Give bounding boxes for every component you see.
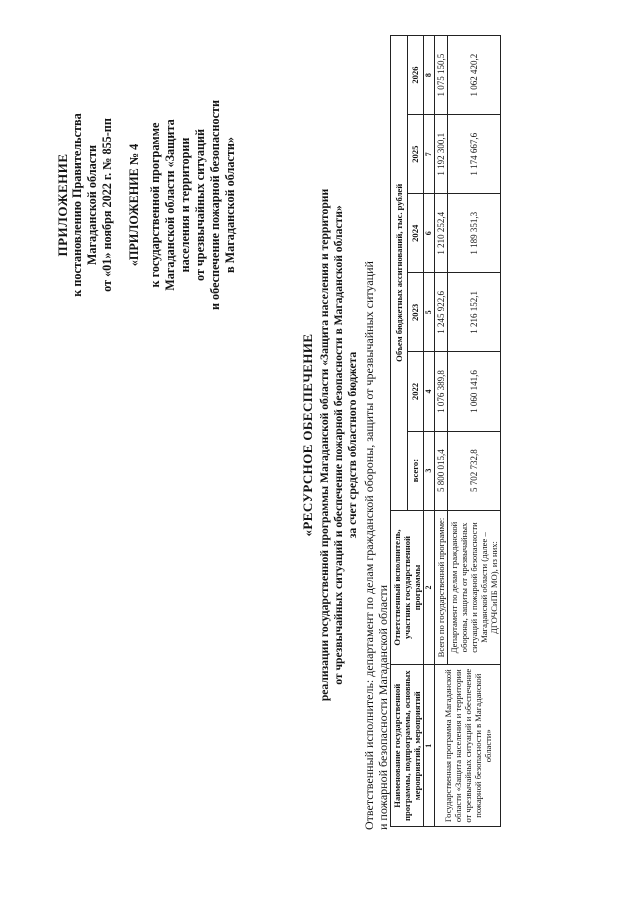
executor-cell: Всего по государственной программе: [435,510,448,665]
document-subtitle [318,5,360,885]
responsible-line: Ответственный исполнитель: департамент по делам гражданской обороны, защиты от чрезвычайных ситуаций [362,261,376,830]
executor-cell: Департамент по делам гражданской обороны, защиты от чрезвычайных ситуаций и пожарной безопасности Магаданской области (далее – ДГОЧСиПБ МО), из них: [448,510,501,665]
column-number: 5 [424,273,435,352]
value-cell: 1 189 351,3 [448,194,501,273]
program-line: в Магаданской области» [223,137,237,273]
value-cell: 1 216 152,1 [448,273,501,352]
program-line: от чрезвычайных ситуаций [193,128,207,282]
program-line: и обеспечение пожарной безопасности [208,100,222,311]
program-line: населения и территории [178,137,192,273]
value-cell: 1 210 252,4 [435,194,448,273]
column-number: 3 [424,431,435,510]
appendix-title: ПРИЛОЖЕНИЕ [55,153,70,257]
budget-header: Объем бюджетных ассигнований, тыс. рублей [391,36,408,511]
value-cell: 1 076 389,8 [435,352,448,431]
total-cell: 5 702 732,8 [448,431,501,510]
decree-line: к постановлению Правительства [70,113,84,297]
column-number: 2 [424,510,435,665]
value-cell: 1 245 922,6 [435,273,448,352]
value-cell: 1 075 150,5 [435,36,448,115]
responsible-line: и пожарной безопасности Магаданской области [376,584,390,830]
col-total-header: всего: [407,431,424,510]
column-number-row [424,36,435,827]
value-cell: 1 174 667,6 [448,115,501,194]
value-cell: 1 062 420,2 [448,36,501,115]
decree-line: от «01» ноября 2022 г. № 855-пп [100,118,114,292]
column-number: 1 [424,665,435,827]
resource-table [390,35,501,827]
program-line: Магаданской области «Защита [163,119,177,291]
col-year-2026: 2026 [407,36,424,115]
program-line: к государственной программе [148,122,162,288]
column-number: 7 [424,115,435,194]
program-name-cell: Государственная программа Магаданской области «Защита населения и территории от чрезвычайных ситуаций и обеспечение пожарной безопасности в Магаданской области» [435,665,501,827]
subtitle-line: реализации государственной программы Магаданской области «Защита населения и территории [318,188,331,702]
table-header-row [391,36,408,827]
table-row [435,36,448,827]
column-number: 8 [424,36,435,115]
document-title: «РЕСУРСНОЕ ОБЕСПЕЧЕНИЕ [300,333,315,537]
value-cell: 1 192 300,1 [435,115,448,194]
column-number: 4 [424,352,435,431]
col-year-2022: 2022 [407,352,424,431]
column-number: 6 [424,194,435,273]
appendix-4-title: «ПРИЛОЖЕНИЕ № 4 [127,143,141,267]
col-year-2024: 2024 [407,194,424,273]
col-name-header: Наименование государственной программы, подпрограммы, основных мероприятий, мероприятий [391,665,424,827]
responsible-executor [362,50,390,830]
col-year-2023: 2023 [407,273,424,352]
decree-line: Магаданской области [85,144,99,266]
appendix-header [55,55,238,355]
col-year-2025: 2025 [407,115,424,194]
subtitle-line: от чрезвычайных ситуаций и обеспечение пожарной безопасности в Магаданской области» [332,205,345,685]
total-cell: 5 800 015,4 [435,431,448,510]
value-cell: 1 060 141,6 [448,352,501,431]
subtitle-line: за счет средств областного бюджета [346,351,359,539]
col-executor-header: Ответственный исполнитель, участник государственной программы [391,510,424,665]
